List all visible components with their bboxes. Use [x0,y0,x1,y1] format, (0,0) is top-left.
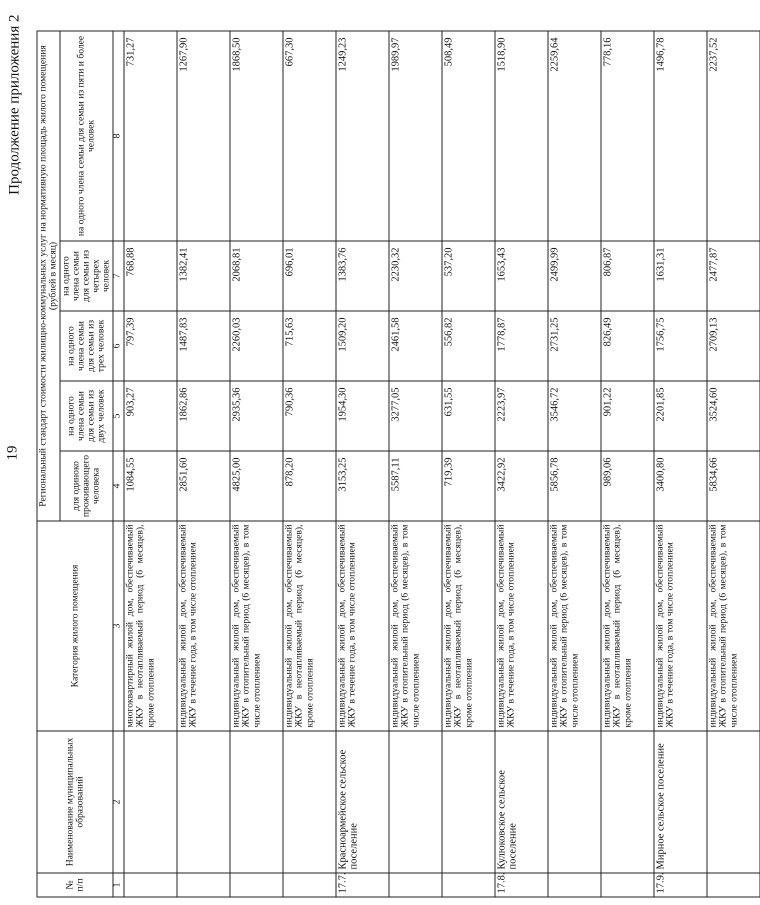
row-number [707,873,760,897]
standard-value: 3524,60 [707,381,760,451]
table-row [124,30,177,896]
column-numbers-row [113,30,124,896]
table-row [283,30,336,896]
standard-value: 2461,58 [389,311,442,381]
column-number: 7 [113,241,124,311]
standard-value: 797,39 [124,311,177,381]
housing-category: многоквартирный жилой дом, обеспечиваемый ЖКУ в неотапливаемый период (6 месяцев), кроме отопления [124,521,177,731]
standard-value: 1778,87 [495,311,548,381]
column-number: 1 [113,873,124,897]
table-row [389,30,442,896]
municipality-name [230,731,283,873]
column-number: 5 [113,381,124,451]
standard-value: 2259,64 [548,30,601,240]
row-number: 17.9. [654,873,707,897]
standard-value: 2237,52 [707,30,760,240]
housing-category: индивидуальный жилой дом, обеспечиваемый ЖКУ в отопительный период (6 месяцев), в том числе отоплением [230,521,283,731]
housing-category: индивидуальный жилой дом, обеспечиваемый ЖКУ в течение года, в том числе отоплением [336,521,389,731]
standard-value: 1487,83 [177,311,230,381]
standard-value: 901,22 [601,381,654,451]
standard-value: 2477,87 [707,241,760,311]
row-number [601,873,654,897]
standard-value: 778,16 [601,30,654,240]
table-row [230,30,283,896]
row-number [230,873,283,897]
municipality-name [177,731,230,873]
standard-value: 1868,50 [230,30,283,240]
standard-value: 1267,90 [177,30,230,240]
standard-value: 826,49 [601,311,654,381]
row-number [442,873,495,897]
municipality-name [707,731,760,873]
row-number [389,873,442,897]
column-number: 2 [113,731,124,873]
column-number: 6 [113,311,124,381]
standard-value: 1989,97 [389,30,442,240]
municipality-name: Кулюковское сельское поселение [495,731,548,873]
standard-value: 731,27 [124,30,177,240]
tariff-table [36,30,760,897]
row-number [548,873,601,897]
header-sub-5: на одного члена семьи для семьи из пяти и более человек [60,30,113,240]
standard-value: 2935,36 [230,381,283,451]
municipality-name: Красноармейское сельское поселение [336,731,389,873]
standard-value: 667,30 [283,30,336,240]
header-category: Категория жилого помещения [37,521,113,731]
standard-value: 2201,85 [654,381,707,451]
standard-value: 989,06 [601,451,654,521]
municipality-name [124,731,177,873]
standard-value: 5587,11 [389,451,442,521]
standard-value: 1756,75 [654,311,707,381]
municipality-name [283,731,336,873]
standard-value: 715,63 [283,311,336,381]
standard-value: 878,20 [283,451,336,521]
standard-value: 1084,55 [124,451,177,521]
table-row [442,30,495,896]
municipality-name [548,731,601,873]
standard-value: 1862,86 [177,381,230,451]
standard-value: 5856,78 [548,451,601,521]
column-number: 8 [113,30,124,240]
standard-value: 1249,23 [336,30,389,240]
table-row [654,30,707,896]
standard-value: 1496,78 [654,30,707,240]
housing-category: индивидуальный жилой дом, обеспечиваемый ЖКУ в неотапливаемый период (6 месяцев), кроме отопления [283,521,336,731]
municipality-name [442,731,495,873]
header-sub-3: на одного члена семьи для семьи из трех человек [60,311,113,381]
housing-category: индивидуальный жилой дом, обеспечиваемый ЖКУ в отопительный период (6 месяцев), в том числе отоплением [707,521,760,731]
standard-value: 2068,81 [230,241,283,311]
page-number: 19 [4,445,20,460]
standard-value: 2851,60 [177,451,230,521]
housing-category: индивидуальный жилой дом, обеспечиваемый ЖКУ в неотапливаемый период (6 месяцев), кроме отопления [601,521,654,731]
standard-value: 537,20 [442,241,495,311]
table-row [177,30,230,896]
table-row [601,30,654,896]
row-number: 17.7. [336,873,389,897]
standard-value: 768,88 [124,241,177,311]
table-row [495,30,548,896]
standard-value: 2230,32 [389,241,442,311]
header-name: Наименование муниципальных образований [37,731,113,873]
standard-value: 790,36 [283,381,336,451]
standard-value: 1631,31 [654,241,707,311]
column-number: 3 [113,521,124,731]
housing-category: индивидуальный жилой дом, обеспечиваемый ЖКУ в течение года, в том числе отоплением [177,521,230,731]
table-row [336,30,389,896]
row-number [283,873,336,897]
standard-value: 4825,00 [230,451,283,521]
standard-value: 719,39 [442,451,495,521]
row-number [124,873,177,897]
standard-value: 2260,03 [230,311,283,381]
header-sub-4: на одного члена семьи для семьи из четырех человек [60,241,113,311]
standard-value: 2499,99 [548,241,601,311]
header-num: № п/п [37,873,113,897]
standard-value: 1509,20 [336,311,389,381]
housing-category: индивидуальный жилой дом, обеспечиваемый ЖКУ в течение года, в том числе отоплением [654,521,707,731]
standard-value: 806,87 [601,241,654,311]
standard-value: 1382,41 [177,241,230,311]
housing-category: индивидуальный жилой дом, обеспечиваемый ЖКУ в течение года, в том числе отоплением [495,521,548,731]
column-number: 4 [113,451,124,521]
header-standard: Региональный стандарт стоимости жилищно-коммунальных услуг на нормативную площадь жилого помещения (рублей в месяц) [37,30,60,520]
table-row [707,30,760,896]
housing-category: индивидуальный жилой дом, обеспечиваемый ЖКУ в неотапливаемый период (6 месяцев), кроме отопления [442,521,495,731]
standard-value: 2731,25 [548,311,601,381]
standard-value: 1954,30 [336,381,389,451]
standard-value: 3422,92 [495,451,548,521]
standard-value: 2709,13 [707,311,760,381]
standard-value: 3153,25 [336,451,389,521]
standard-value: 631,55 [442,381,495,451]
standard-value: 1653,43 [495,241,548,311]
housing-category: индивидуальный жилой дом, обеспечиваемый ЖКУ в отопительный период (6 месяцев), в том числе отоплением [548,521,601,731]
table-body [124,30,760,896]
standard-value: 903,27 [124,381,177,451]
standard-value: 1383,76 [336,241,389,311]
municipality-name: Мирное сельское поселение [654,731,707,873]
standard-value: 556,82 [442,311,495,381]
standard-value: 1518,90 [495,30,548,240]
appendix-title: Продолжение приложения 2 [6,14,22,195]
standard-value: 3546,72 [548,381,601,451]
standard-value: 3277,05 [389,381,442,451]
municipality-name [601,731,654,873]
housing-category: индивидуальный жилой дом, обеспечиваемый ЖКУ в отопительный период (6 месяцев), в том числе отоплением [389,521,442,731]
standard-value: 2223,97 [495,381,548,451]
header-sub-2: на одного члена семьи для семьи из двух человек [60,381,113,451]
table-row [548,30,601,896]
standard-value: 5834,66 [707,451,760,521]
row-number [177,873,230,897]
standard-value: 696,01 [283,241,336,311]
header-sub-1: для одиноко проживающего человека [60,451,113,521]
municipality-name [389,731,442,873]
standard-value: 508,49 [442,30,495,240]
standard-value: 3400,80 [654,451,707,521]
row-number: 17.8. [495,873,548,897]
